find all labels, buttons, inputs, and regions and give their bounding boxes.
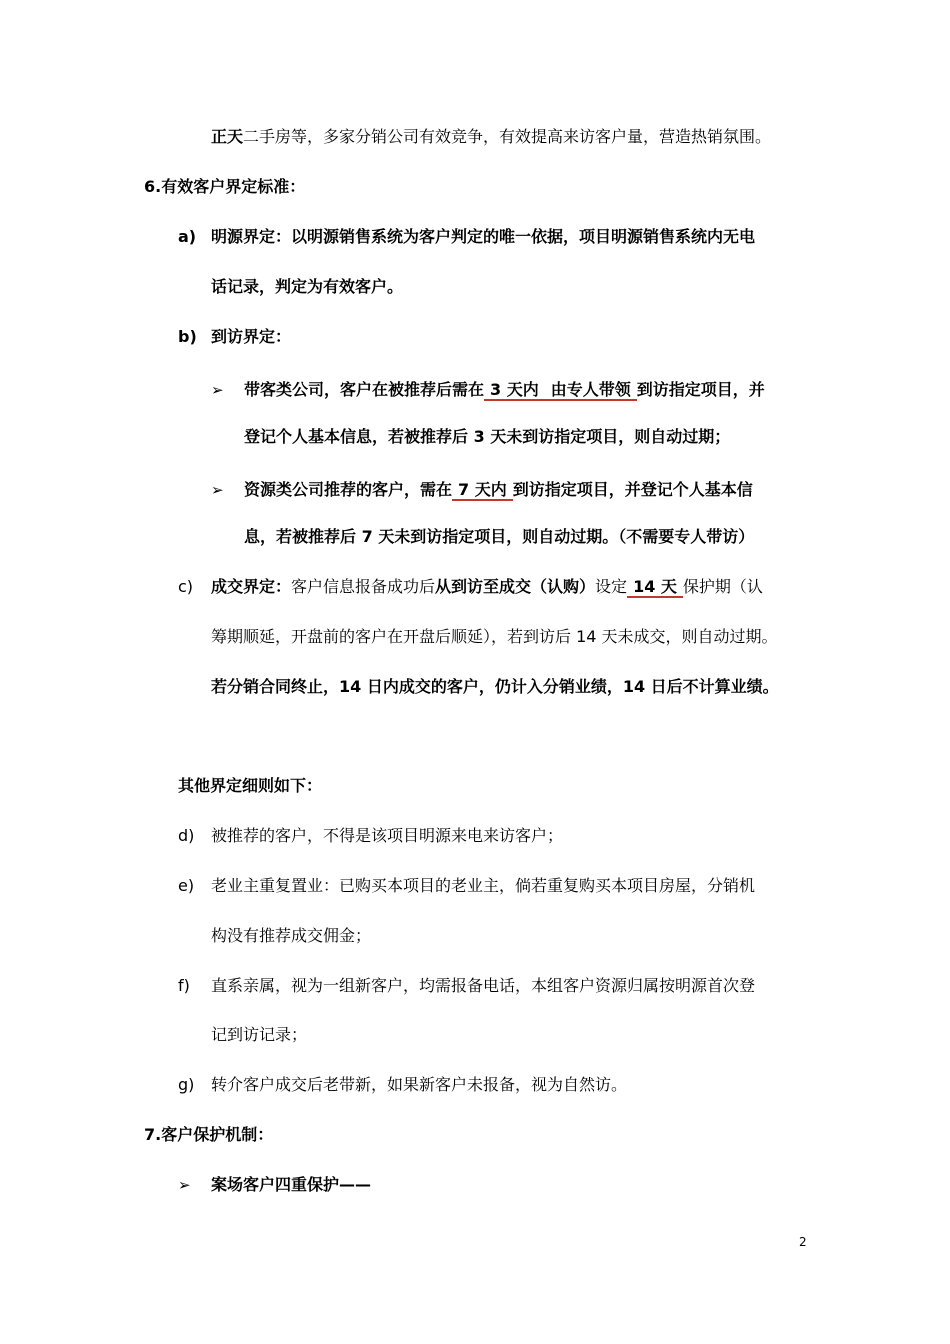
arrow-bullet-icon: ➢ xyxy=(211,481,224,499)
item-c-label: c) xyxy=(178,577,194,596)
page-number: 2 xyxy=(799,1235,807,1249)
bullet-2-pre: 资源类公司推荐的客户，需在 xyxy=(244,480,453,499)
bullet-2-post: 到访指定项目，并登记个人基本信 xyxy=(512,480,753,499)
intro-rest: 二手房等，多家分销公司有效竞争，有效提高来访客户量，营造热销氛围。 xyxy=(243,127,772,146)
arrow-bullet-icon: ➢ xyxy=(178,1176,191,1194)
item-c-line3: 若分销合同终止，14 日内成交的客户，仍计入分销业绩，14 日后不计算业绩。 xyxy=(211,677,779,696)
bullet-2-line1 xyxy=(244,479,753,501)
bullet-1-line1 xyxy=(244,379,765,401)
bullet-1-underline-escort: 由专人带领 xyxy=(545,380,637,401)
bullet-2-underline-days: 7 天内 xyxy=(452,480,513,501)
bullet-2-line2: 息，若被推荐后 7 天未到访指定项目，则自动过期。（不需要专人带访） xyxy=(244,527,755,546)
item-a-line1: 明源界定：以明源销售系统为客户判定的唯一依据，项目明源销售系统内无电 xyxy=(211,227,756,246)
item-c-line2: 筹期顺延，开盘前的客户在开盘后顺延），若到访后 14 天未成交，则自动过期。 xyxy=(211,627,778,646)
item-e-line1: 老业主重复置业：已购买本项目的老业主，倘若重复购买本项目房屋，分销机 xyxy=(211,876,756,895)
item-c-t3: 设定 xyxy=(595,577,628,596)
item-g-label: g) xyxy=(178,1075,195,1094)
section-7-title: 7.客户保护机制： xyxy=(144,1125,274,1144)
section-6-title: 6.有效客户界定标准： xyxy=(144,177,306,196)
item-b-title: 到访界定： xyxy=(211,327,292,346)
item-d-label: d) xyxy=(178,826,195,845)
bullet-1-underline-days: 3 天内 xyxy=(484,380,545,401)
item-c-t2: 从到访至成交（认购） xyxy=(435,577,596,596)
item-c-line1 xyxy=(211,576,763,598)
item-f-line2: 记到访记录； xyxy=(211,1025,308,1044)
item-c-t4: 保护期（认 xyxy=(682,577,763,596)
item-f-line1: 直系亲属，视为一组新客户，均需报备电话，本组客户资源归属按明源首次登 xyxy=(211,976,756,995)
item-d-text: 被推荐的客户，不得是该项目明源来电来访客户； xyxy=(211,826,564,845)
item-a-line2: 话记录，判定为有效客户。 xyxy=(211,277,404,296)
item-b-label: b) xyxy=(178,327,197,346)
item-a-label: a) xyxy=(178,227,197,246)
other-title: 其他界定细则如下： xyxy=(178,776,323,795)
item-c-t1: 客户信息报备成功后 xyxy=(291,577,436,596)
item-c-underline-days: 14 天 xyxy=(627,577,683,598)
intro-bold: 正天 xyxy=(211,127,244,146)
bullet-1-post: 到访指定项目，并 xyxy=(636,380,765,399)
arrow-bullet-icon: ➢ xyxy=(211,381,224,399)
intro-line xyxy=(211,126,771,148)
section-7-bullet: 案场客户四重保护—— xyxy=(211,1175,372,1194)
bullet-1-pre: 带客类公司，客户在被推荐后需在 xyxy=(244,380,485,399)
item-c-title: 成交界定： xyxy=(211,577,292,596)
bullet-1-line2: 登记个人基本信息，若被推荐后 3 天未到访指定项目，则自动过期； xyxy=(244,427,731,446)
item-e-line2: 构没有推荐成交佣金； xyxy=(211,926,372,945)
item-g-text: 转介客户成交后老带新，如果新客户未报备，视为自然访。 xyxy=(211,1075,628,1094)
item-f-label: f) xyxy=(178,976,190,995)
item-e-label: e) xyxy=(178,876,195,895)
